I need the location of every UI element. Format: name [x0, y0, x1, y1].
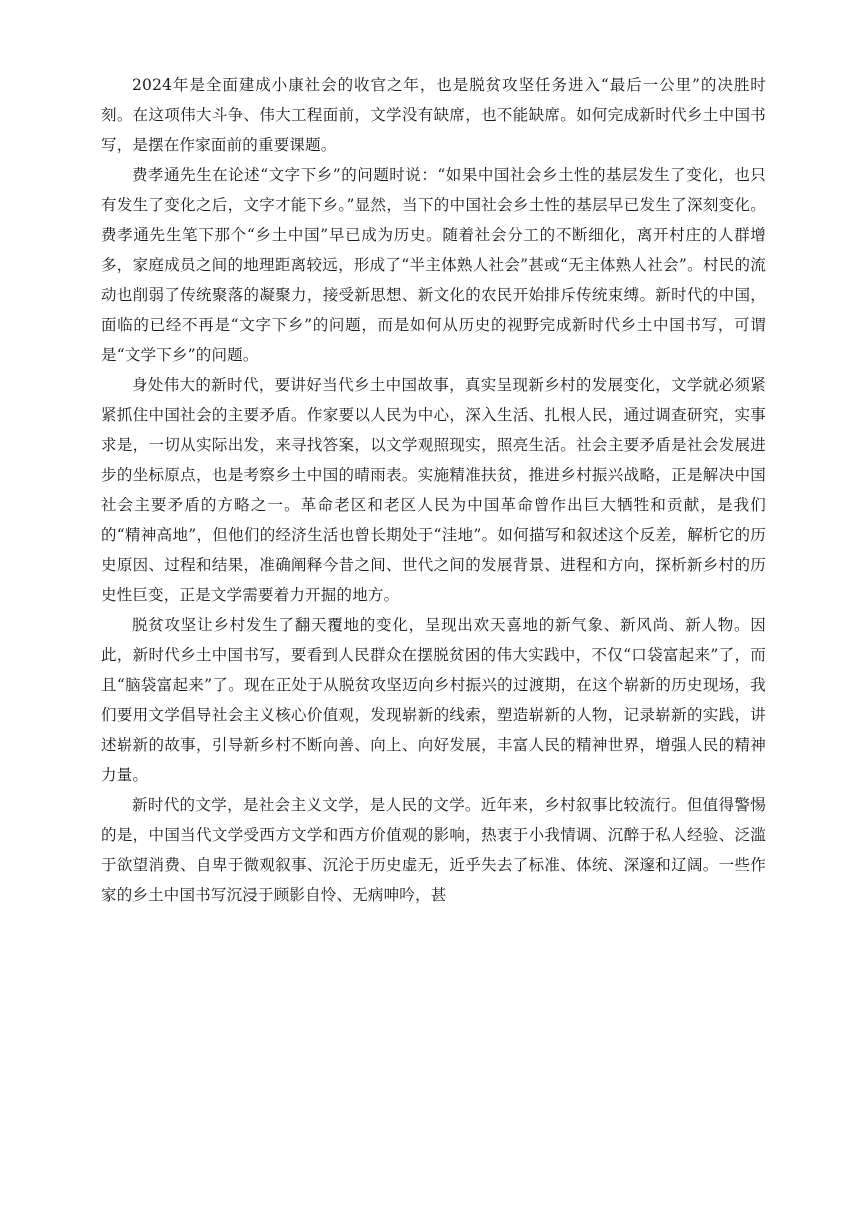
paragraph-4: 脱贫攻坚让乡村发生了翻天覆地的变化，呈现出欢天喜地的新气象、新风尚、新人物。因此，新时代乡土中国书写，要看到人民群众在摆脱贫困的伟大实践中，不仅“口袋富起来”了，而且“脑袋富起来”了。现在正处于从脱贫攻坚迈向乡村振兴的过渡期，在这个崭新的历史现场，我们要用文学倡导社会主义核心价值观，发现崭新的线索，塑造崭新的人物，记录崭新的实践，讲述崭新的故事，引导新乡村不断向善、向上、向好发展，丰富人民的精神世界，增强人民的精神力量。 — [101, 616, 766, 784]
paragraph-3: 身处伟大的新时代，要讲好当代乡土中国故事，真实呈现新乡村的发展变化，文学就必须紧紧抓住中国社会的主要矛盾。作家要以人民为中心，深入生活、扎根人民，通过调查研究，实事求是，一切从实际出发，来寻找答案，以文学观照现实，照亮生活。社会主要矛盾是社会发展进步的坐标原点，也是考察乡土中国的晴雨表。实施精准扶贫，推进乡村振兴战略，正是解决中国社会主要矛盾的方略之一。革命老区和老区人民为中国革命曾作出巨大牺牲和贡献，是我们的“精神高地”，但他们的经济生活也曾长期处于“洼地”。如何描写和叙述这个反差，解析它的历史原因、过程和结果，准确阐释今昔之间、世代之间的发展背景、进程和方向，探析新乡村的历史性巨变，正是文学需要着力开掘的地方。 — [101, 376, 766, 604]
paragraph-5: 新时代的文学，是社会主义文学，是人民的文学。近年来，乡村叙事比较流行。但值得警惕的是，中国当代文学受西方文学和西方价值观的影响，热衷于小我情调、沉醉于私人经验、泛滥于欲望消费、自卑于微观叙事、沉沦于历史虚无，近乎失去了标准、体统、深邃和辽阔。一些作家的乡土中国书写沉浸于顾影自怜、无病呻吟，甚 — [101, 796, 766, 904]
paragraph-1: 2024年是全面建成小康社会的收官之年，也是脱贫攻坚任务进入“最后一公里”的决胜时刻。在这项伟大斗争、伟大工程面前，文学没有缺席，也不能缺席。如何完成新时代乡土中国书写，是摆在作家面前的重要课题。 — [101, 76, 766, 154]
paragraph-2: 费孝通先生在论述“文字下乡”的问题时说：“如果中国社会乡土性的基层发生了变化，也只有发生了变化之后，文字才能下乡。”显然，当下的中国社会乡土性的基层早已发生了深刻变化。费孝通先生笔下那个“乡土中国”早已成为历史。随着社会分工的不断细化，离开村庄的人群增多，家庭成员之间的地理距离较远，形成了“半主体熟人社会”甚或“无主体熟人社会”。村民的流动也削弱了传统聚落的凝聚力，接受新思想、新文化的农民开始排斥传统束缚。新时代的中国，面临的已经不再是“文字下乡”的问题，而是如何从历史的视野完成新时代乡土中国书写，可谓是“文学下乡”的问题。 — [101, 166, 766, 364]
